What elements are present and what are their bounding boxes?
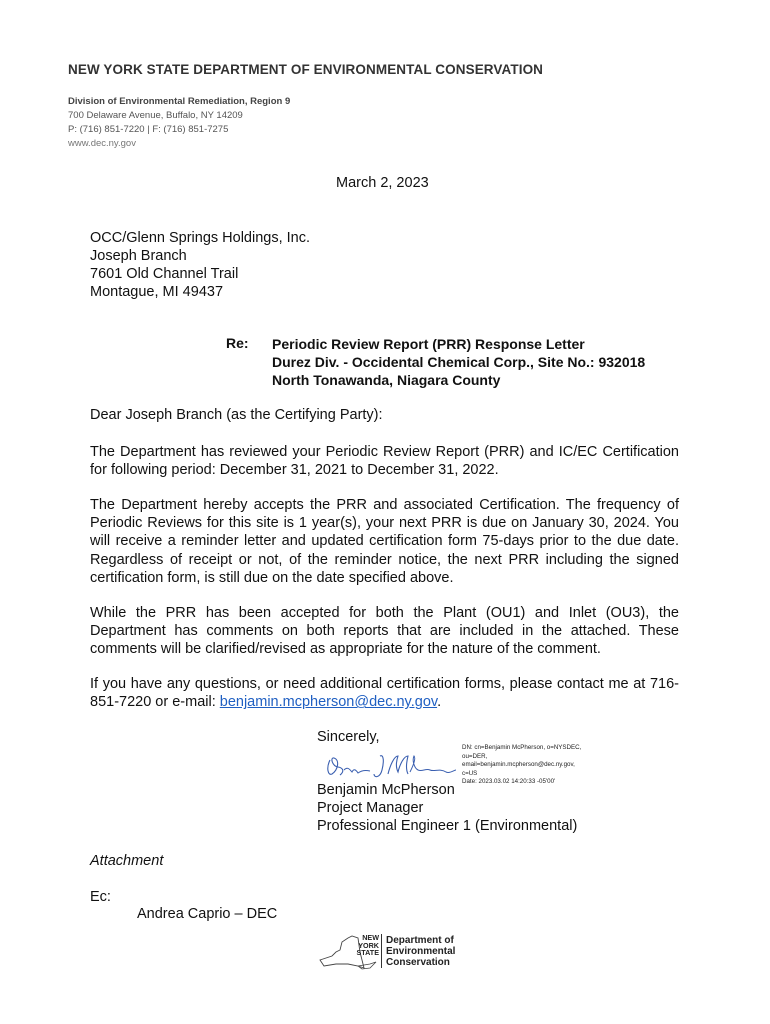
logo-dept-line: Conservation [386, 957, 450, 968]
digital-signature-line: ou=DER, [462, 752, 488, 760]
signer-role: Professional Engineer 1 (Environmental) [317, 818, 578, 834]
signer-title: Project Manager [317, 800, 424, 816]
division-name: Division of Environmental Remediation, Region 9 [68, 96, 291, 107]
signer-name: Benjamin McPherson [317, 782, 455, 798]
recipient-name: Joseph Branch [90, 248, 187, 264]
body-paragraph-1: The Department has reviewed your Periodic Review Report (PRR) and IC/EC Certification for following period: December 31, 2021 to December 31, 2022. [90, 444, 679, 479]
recipient-street: 7601 Old Channel Trail [90, 266, 239, 282]
logo-state-line: NEW [362, 933, 379, 942]
re-label: Re: [226, 335, 249, 351]
ec-label: Ec: [90, 889, 111, 905]
logo-dept-line: Environmental [386, 946, 456, 957]
signer-block [317, 781, 577, 835]
logo-dept-line: Department of [386, 935, 454, 946]
salutation: Dear Joseph Branch (as the Certifying Party): [90, 407, 383, 423]
recipient-company: OCC/Glenn Springs Holdings, Inc. [90, 230, 311, 246]
office-address: 700 Delaware Avenue, Buffalo, NY 14209 [68, 110, 243, 121]
subject-line-3: North Tonawanda, Niagara County [272, 372, 501, 388]
office-website[interactable]: www.dec.ny.gov [68, 138, 136, 149]
digital-signature-line: email=benjamin.mcpherson@dec.ny.gov, [462, 761, 575, 769]
recipient-city: Montague, MI 49437 [90, 284, 224, 300]
office-phone: P: (716) 851-7220 | F: (716) 851-7275 [68, 124, 229, 135]
subject-line-2: Durez Div. - Occidental Chemical Corp., Site No.: 932018 [272, 354, 646, 370]
handwritten-signature [322, 748, 457, 782]
digital-signature-line: Date: 2023.03.02 14:20:33 -05'00' [462, 778, 556, 786]
attachment-label: Attachment [90, 853, 164, 869]
nys-wordmark [337, 934, 379, 957]
subject-line-1: Periodic Review Report (PRR) Response Letter [272, 336, 585, 352]
contact-text: If you have any questions, or need additional certification forms, please contact me at 716-851-7220 or e-mail: [90, 676, 679, 711]
email-link[interactable]: benjamin.mcpherson@dec.ny.gov [219, 694, 438, 711]
agency-name: NEW YORK STATE DEPARTMENT OF ENVIRONMENTAL CONSERVATION [68, 62, 544, 77]
closing-sincerely: Sincerely, [317, 729, 380, 745]
digital-signature-line: DN: cn=Benjamin McPherson, o=NYSDEC, [462, 744, 582, 751]
logo-state-line: YORK [358, 940, 379, 950]
body-paragraph-2: The Department hereby accepts the PRR and associated Certification. The frequency of Periodic Reviews for this site is 1 year(s), your next PRR is due on January 30, 2024. You will receive a reminder letter and updated certification form 75-days prior to the due date. Regardless of receipt or not, of the reminder notice, the next PRR including the signed certification form, is still due on the date specified above. [90, 497, 679, 586]
digital-signature-line: c=US [462, 769, 478, 777]
contact-text-end: . [437, 694, 442, 711]
letter-date: March 2, 2023 [336, 175, 429, 191]
recipient-address [90, 229, 310, 301]
body-paragraph-3: While the PRR has been accepted for both the Plant (OU1) and Inlet (OU3), the Department has comments on both reports that are included in the attached. These comments will be clarified/revised as appropriate for the nature of the comment. [90, 605, 679, 658]
logo-divider [381, 934, 382, 968]
logo-state-line: STATE [356, 948, 379, 957]
cc-recipient: Andrea Caprio – DEC [137, 906, 278, 922]
body-paragraph-4 [90, 675, 679, 711]
subject-block [272, 335, 645, 389]
dec-wordmark [386, 935, 455, 968]
